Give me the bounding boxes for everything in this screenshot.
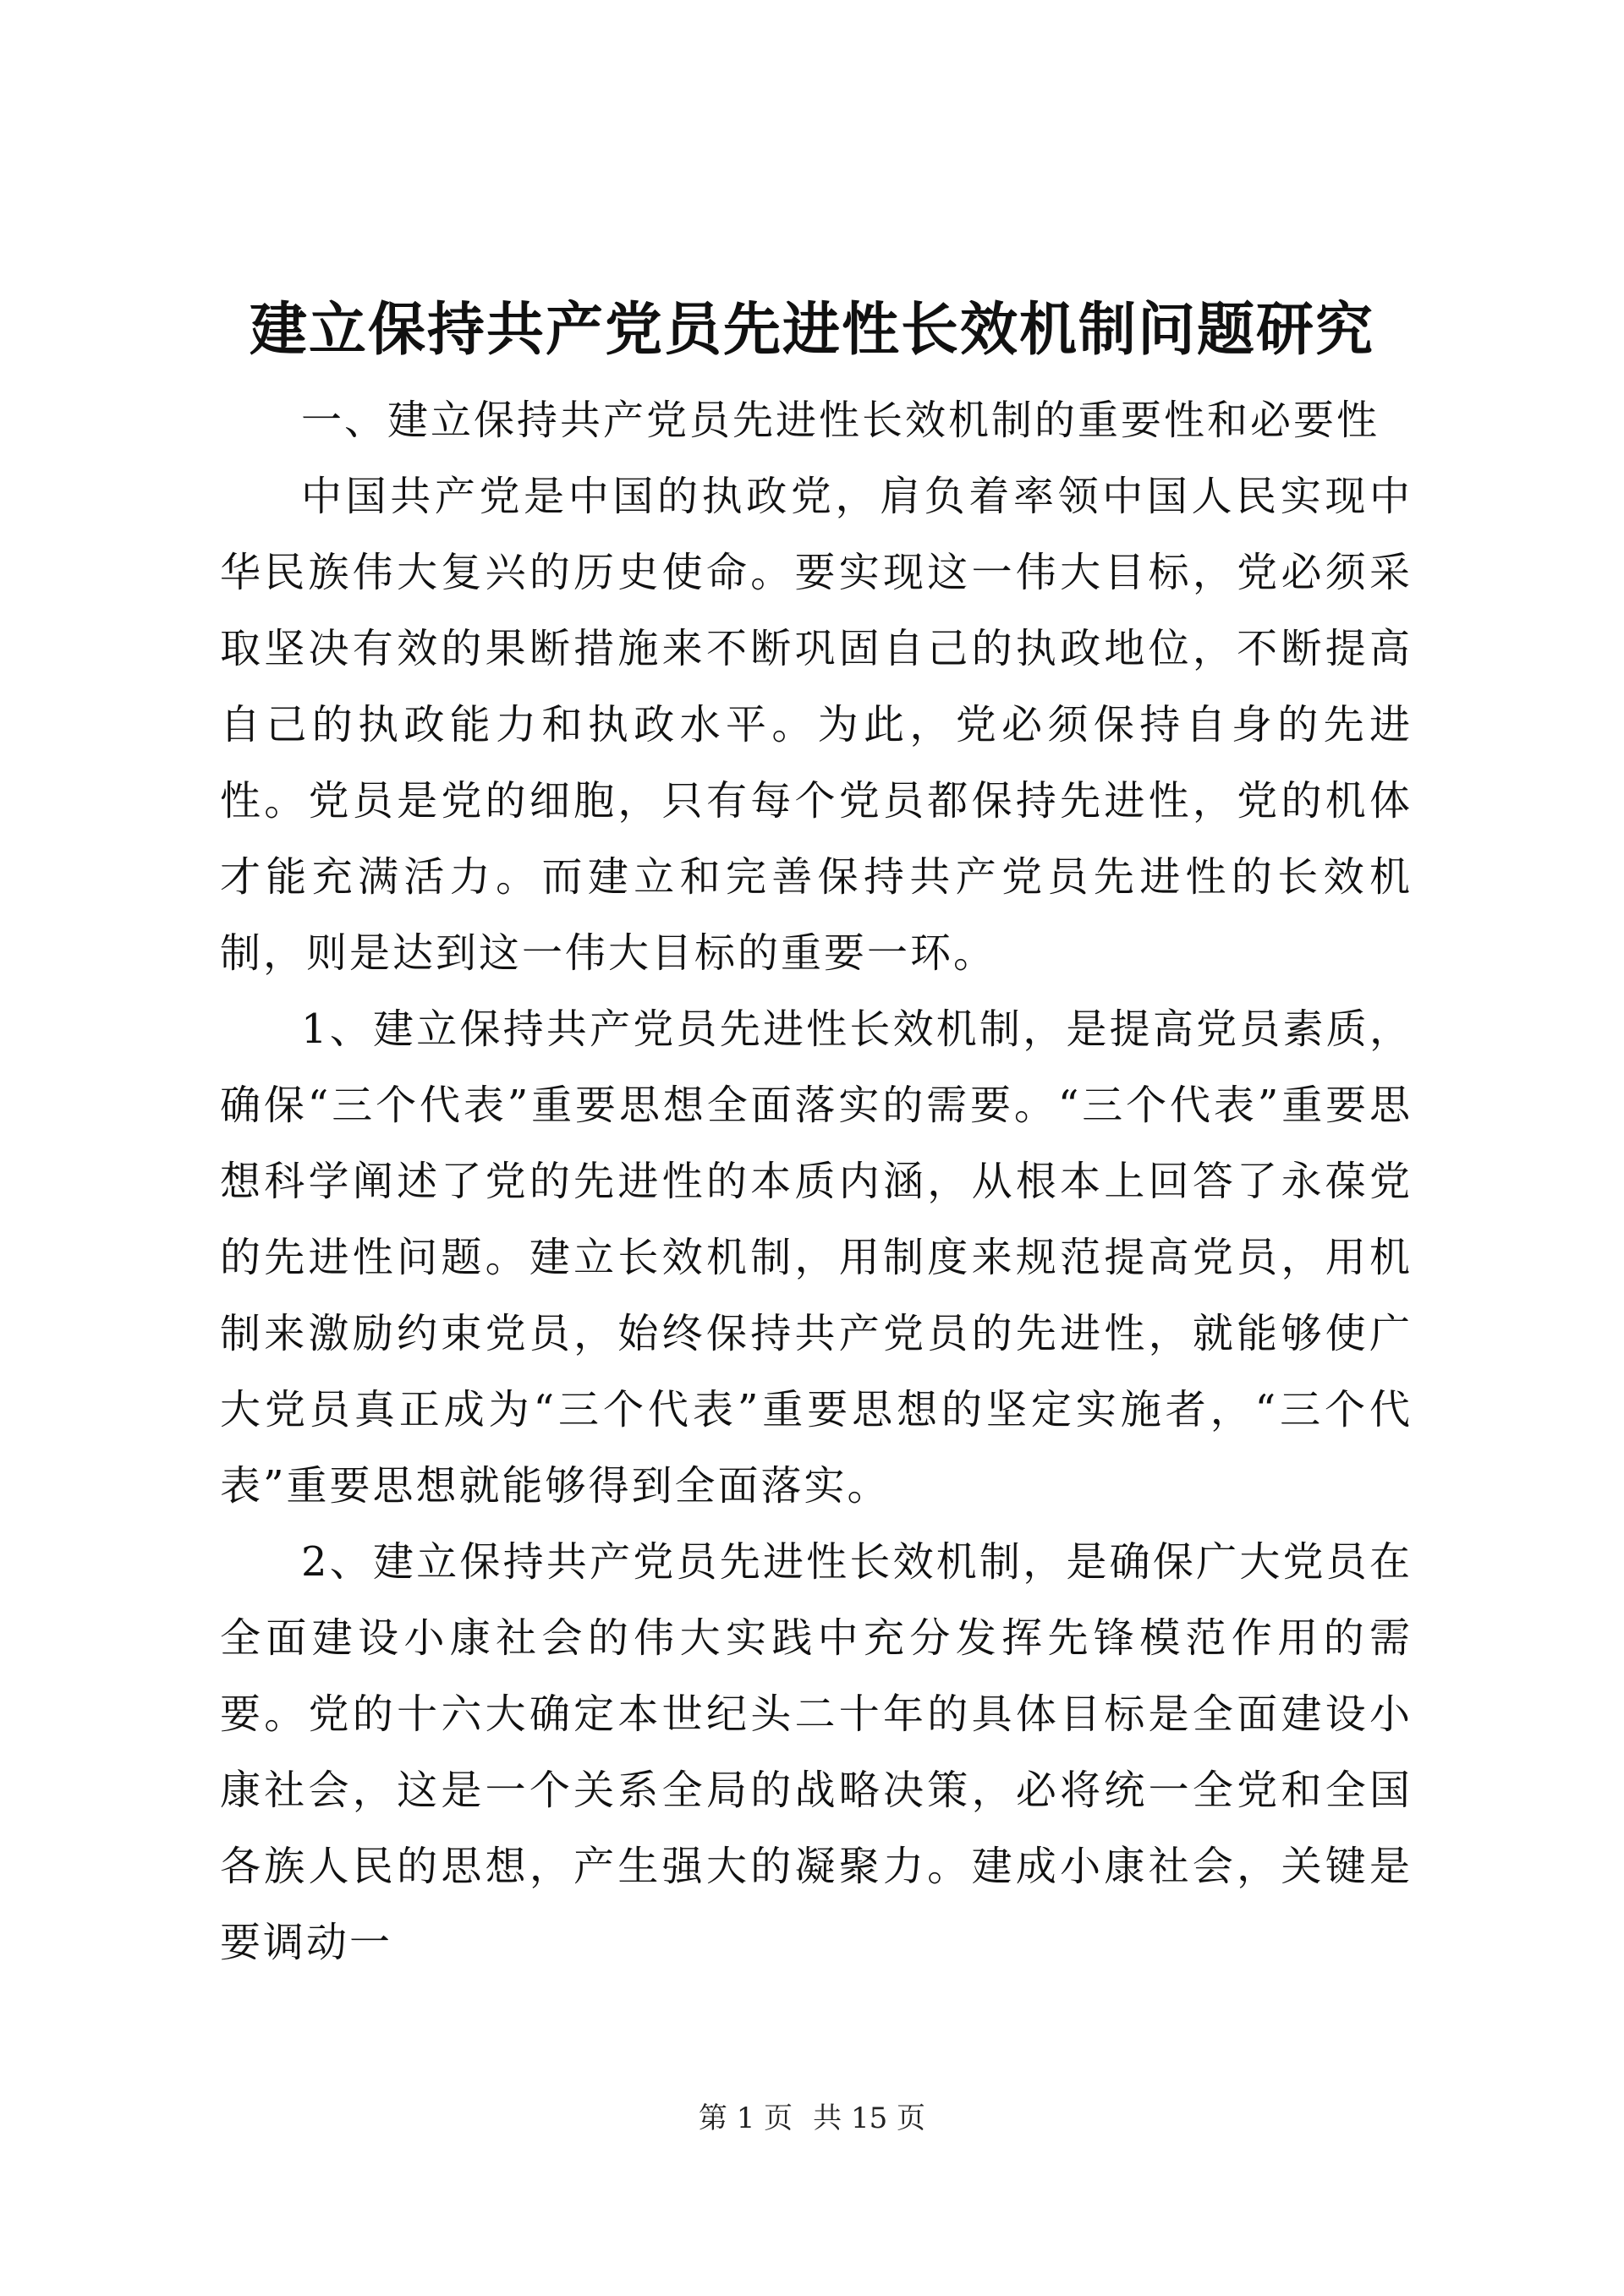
document-title: 建立保持共产党员先进性长效机制问题研究 — [249, 296, 1374, 364]
page-total: 共 15 页 — [813, 2101, 926, 2135]
paragraph: 2、建立保持共产党员先进性长效机制，是确保广大党员在全面建设小康社会的伟大实践中充分发挥先锋模范作用的需要。党的十六大确定本世纪头二十年的具体目标是全面建设小康社会，这是一个关系全局的战略决策，必将统一全党和全国各族人民的思想，产生强大的凝聚力。建成小康社会，关键是要调动一 — [220, 1538, 1413, 1966]
page-footer — [0, 2097, 1624, 2140]
page-number: 第 1 页 — [698, 2101, 793, 2135]
document-body — [220, 382, 1413, 1981]
paragraph: 中国共产党是中国的执政党，肩负着率领中国人民实现中华民族伟大复兴的历史使命。要实现这一伟大目标，党必须采取坚决有效的果断措施来不断巩固自己的执政地位，不断提高自己的执政能力和执政水平。为此，党必须保持自身的先进性。党员是党的细胞，只有每个党员都保持先进性，党的机体才能充满活力。而建立和完善保持共产党员先进性的长效机制，则是达到这一伟大目标的重要一环。 — [220, 473, 1413, 977]
paragraph: 1、建立保持共产党员先进性长效机制，是提高党员素质，确保“三个代表”重要思想全面落实的需要。“三个代表”重要思想科学阐述了党的先进性的本质内涵，从根本上回答了永葆党的先进性问题。建立长效机制，用制度来规范提高党员，用机制来激励约束党员，始终保持共产党员的先进性，就能够使广大党员真正成为“三个代表”重要思想的坚定实施者，“三个代表”重要思想就能够得到全面落实。 — [220, 1006, 1413, 1510]
section-heading: 一、建立保持共产党员先进性长效机制的重要性和必要性 — [301, 397, 1380, 444]
